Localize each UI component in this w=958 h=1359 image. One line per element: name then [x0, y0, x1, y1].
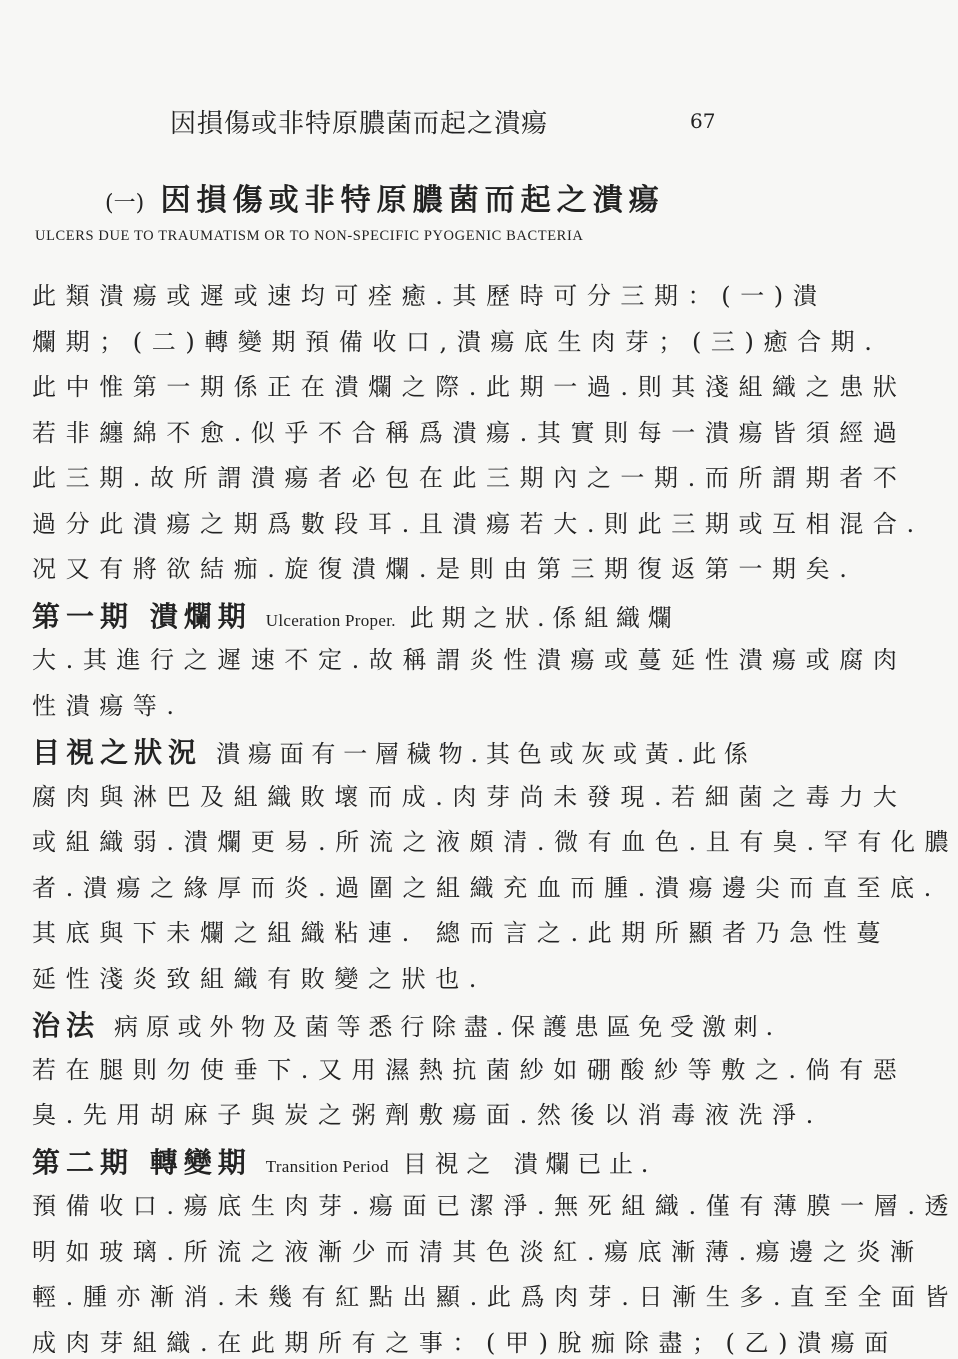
text-line [32, 868, 941, 904]
text-line [32, 367, 907, 403]
text-line [32, 549, 857, 585]
line-text: 腐肉與淋巴及組織敗壞而成.肉芽尚未發現.若細菌之毒力大 [32, 783, 907, 811]
subsection-heading: 治法 [32, 1009, 101, 1042]
line-text: 明如玻璃.所流之液漸少而清其色淡紅.瘍底漸薄.瘍邊之炎漸 [32, 1238, 924, 1266]
text-line [32, 595, 772, 631]
line-text: 其底與下未爛之組織粘連. 總而言之.此期所顯者乃急性蔓 [32, 919, 891, 947]
text-line [32, 822, 958, 858]
text-line [32, 276, 827, 312]
subsection-heading: 第二期 轉變期 [32, 1146, 252, 1179]
text-line [32, 1277, 958, 1313]
text-line [32, 686, 772, 722]
line-text: 目視之 潰爛已止. [402, 1150, 657, 1178]
line-text: 况又有將欲結痂.旋復潰爛.是則由第三期復返第一期矣. [32, 555, 857, 583]
section-number: (一) [105, 191, 145, 216]
line-text: 病原或外物及菌等悉行除盡.保護患區免受激刺. [114, 1013, 781, 1041]
text-line [32, 1141, 772, 1177]
line-text: 性潰瘍等. [32, 692, 184, 720]
english-term: Ulceration Proper. [265, 611, 396, 630]
line-text: 此中惟第一期係正在潰爛之際.此期一過.則其淺組織之患狀 [32, 373, 907, 401]
line-text: 大.其進行之遲速不定.故稱謂炎性潰瘍或蔓延性潰瘍或腐肉 [32, 646, 907, 674]
line-text: 若在腿則勿使垂下.又用濕熱抗菌紗如硼酸紗等敷之.倘有惡 [32, 1056, 907, 1084]
text-line [32, 1232, 924, 1268]
text-line [32, 1050, 907, 1086]
running-title: 因損傷或非特原膿菌而起之潰瘍 [170, 109, 549, 139]
line-text: 潰瘍面有一層穢物.其色或灰或黃.此係 [216, 740, 756, 768]
section-title [105, 175, 705, 219]
line-text: 者.潰瘍之緣厚而炎.過圍之組織充血而腫.潰瘍邊尖而直至底. [32, 874, 941, 902]
line-text: 延性淺炎致組織有敗變之狀也. [32, 965, 487, 993]
text-line [32, 1004, 781, 1042]
page-number: 67 [690, 109, 716, 133]
line-text: 臭.先用胡麻子與炭之粥劑敷瘍面.然後以消毒液洗淨. [32, 1101, 823, 1129]
text-line [32, 1186, 958, 1222]
line-text: 此期之狀.係組織爛 [409, 604, 680, 632]
text-line [32, 777, 907, 813]
text-line [32, 322, 882, 358]
text-line [32, 913, 891, 949]
line-text: 過分此潰瘍之期爲數段耳.且潰瘍若大.則此三期或互相混合. [32, 510, 924, 538]
text-line [32, 640, 907, 676]
running-head [0, 103, 801, 143]
line-text: 成肉芽組織.在此期所有之事：(甲)脫痂除盡；(乙)潰瘍面 [32, 1329, 898, 1357]
text-line [32, 458, 907, 494]
section-title-text: 因損傷或非特原膿菌而起之潰瘍 [160, 183, 665, 218]
line-text: 或組織弱.潰爛更易.所流之液頗清.微有血色.且有臭.罕有化膿 [32, 828, 958, 856]
text-line [32, 959, 772, 995]
text-line [32, 1323, 898, 1359]
english-term: Transition Period [265, 1157, 389, 1176]
line-text: 輕.腫亦漸消.未幾有紅點出顯.此爲肉芽.日漸生多.直至全面皆 [32, 1283, 958, 1311]
line-text: 此類潰瘍或遲或速均可痊癒.其歷時可分三期：(一)潰 [32, 282, 827, 310]
text-line [32, 504, 924, 540]
subsection-heading: 第一期 潰爛期 [32, 600, 252, 633]
text-line [32, 731, 772, 767]
line-text: 若非纏綿不愈.似乎不合稱爲潰瘍.其實則每一潰瘍皆須經過 [32, 419, 907, 447]
line-text: 預備收口.瘍底生肉芽.瘍面已潔淨.無死組織.僅有薄膜一層.透 [32, 1192, 958, 1220]
text-line [32, 413, 907, 449]
subsection-heading: 目視之狀況 [32, 736, 203, 769]
line-text: 此三期.故所謂潰瘍者必包在此三期內之一期.而所謂期者不 [32, 464, 907, 492]
line-text: 爛期；(二)轉變期預備收口,潰瘍底生肉芽；(三)癒合期. [32, 328, 882, 356]
english-title: ULCERS DUE TO TRAUMATISM OR TO NON-SPECIFIC PYOGENIC BACTERIA [35, 228, 584, 244]
text-line [32, 1095, 823, 1131]
